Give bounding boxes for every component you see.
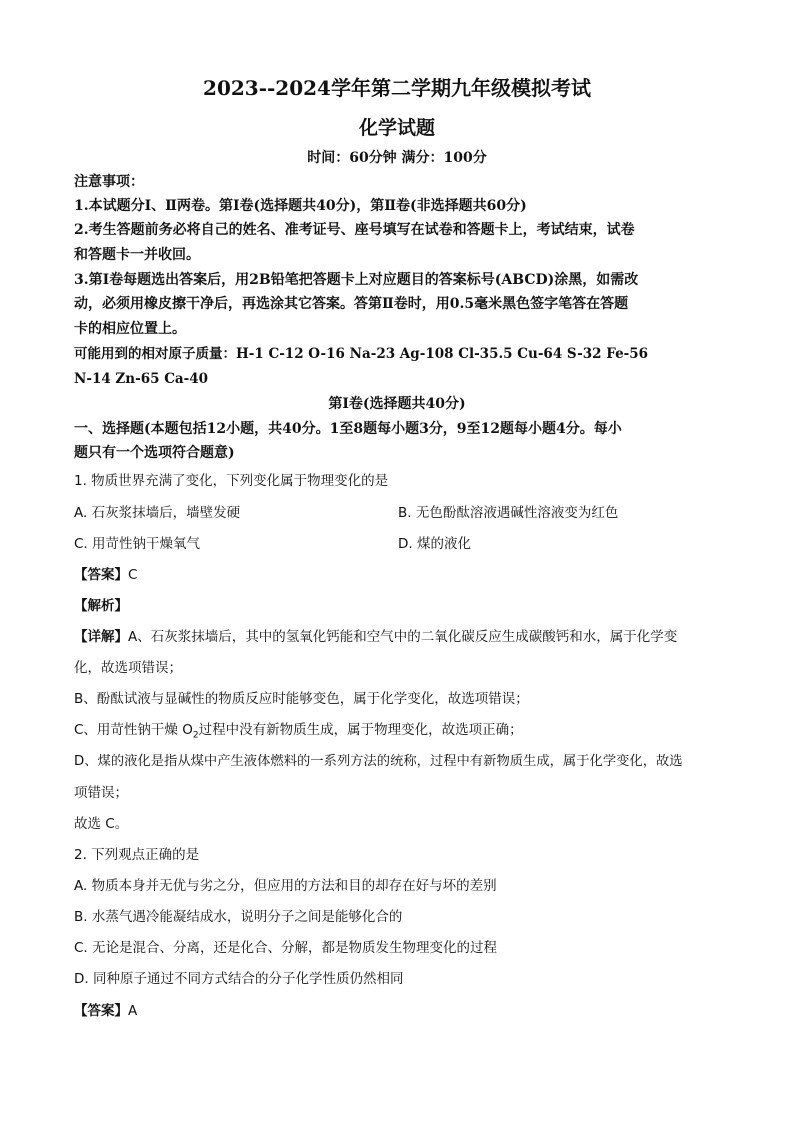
- subject-title: 化学试题: [358, 117, 435, 139]
- q1-analysis-tag: [74, 596, 724, 616]
- notice-item-3-line-3: 卡的相应位置上。: [74, 321, 186, 337]
- atomic-mass-line-2: N-14 Zn-65 Ca-40: [74, 371, 209, 387]
- q2-option-c: C. 无论是混合、分离，还是化合、分解，都是物质发生物理变化的过程: [74, 940, 498, 956]
- q1-option-d: D. 煤的液化: [398, 536, 471, 552]
- detail-c-post: 过程中没有新物质生成，属于物理变化，故选项正确；: [198, 722, 523, 738]
- q1-detail-line-2: 化，故选项错误；: [74, 660, 182, 676]
- q1-detail-b: B、酚酞试液与显碱性的物质反应时能够变色，属于化学变化，故选项错误；: [74, 691, 529, 707]
- notice-item-3-line-1: 3.第Ⅰ卷每题选出答案后，用2B铅笔把答题卡上对应题目的答案标号(ABCD)涂黑，如需改: [74, 272, 639, 288]
- section-1-intro-line-1: 一、选择题(本题包括12小题，共40分。1至8题每小题3分，9至12题每小题4分。每小: [74, 421, 622, 437]
- answer-tag: 【答案】: [74, 567, 128, 583]
- detail-tag: 【详解】: [74, 629, 128, 645]
- answer-value: A: [128, 1003, 138, 1019]
- q1-detail-c: [74, 720, 724, 746]
- q1-detail-line-1: [74, 627, 724, 647]
- answer-tag: 【答案】: [74, 1003, 128, 1019]
- notice-item-3-line-2: 动，必须用橡皮擦干净后，再选涂其它答案。答第Ⅱ卷时，用0.5毫米黑色签字笔答在答题: [74, 296, 629, 312]
- answer-value: C: [128, 567, 138, 583]
- notice-item-1: 1.本试题分Ⅰ、Ⅱ两卷。第Ⅰ卷(选择题共40分)，第Ⅱ卷(非选择题共60分): [74, 198, 527, 214]
- q1-option-c: C. 用苛性钠干燥氧气: [74, 536, 201, 552]
- q1-option-b: B. 无色酚酞溶液遇碱性溶液变为红色: [398, 505, 619, 521]
- q1-option-a: A. 石灰浆抹墙后，墙壁发硬: [74, 505, 241, 521]
- q1-answer: [74, 565, 724, 585]
- section-1-heading: 第Ⅰ卷(选择题共40分): [328, 396, 466, 412]
- section-1-intro-line-2: 题只有一个选项符合题意): [74, 445, 235, 461]
- detail-text: A、石灰浆抹墙后，其中的氢氧化钙能和空气中的二氧化碳反应生成碳酸钙和水，属于化学变: [128, 629, 678, 645]
- q2-answer: [74, 1001, 724, 1021]
- q1-detail-d-line-2: 项错误；: [74, 785, 128, 801]
- atomic-mass-line-1: 可能用到的相对原子质量：H-1 C-12 O-16 Na-23 Ag-108 Cl-35.5 Cu-64 S-32 Fe-56: [74, 346, 649, 362]
- notice-item-2-line-2: 和答题卡一并收回。: [74, 247, 200, 263]
- detail-c-sub: 2: [192, 730, 199, 741]
- exam-title: 2023--2024学年第二学期九年级模拟考试: [203, 76, 591, 100]
- notice-item-2-line-1: 2.考生答题前务必将自己的姓名、准考证号、座号填写在试卷和答题卡上，考试结束，试卷: [74, 222, 635, 238]
- time-info: 时间：60分钟 满分：100分: [307, 150, 487, 166]
- q1-conclusion: 故选 C。: [74, 816, 129, 832]
- q2-option-a: A. 物质本身并无优与劣之分，但应用的方法和目的却存在好与坏的差别: [74, 878, 497, 894]
- detail-c-pre: C、用苛性钠干燥 O: [74, 722, 193, 738]
- q2-option-b: B. 水蒸气遇冷能凝结成水，说明分子之间是能够化合的: [74, 909, 403, 925]
- q2-option-d: D. 同种原子通过不同方式结合的分子化学性质仍然相同: [74, 971, 404, 987]
- analysis-tag: 【解析】: [74, 598, 128, 614]
- q2-stem: 2. 下列观点正确的是: [74, 847, 200, 863]
- notice-heading: 注意事项：: [74, 174, 144, 190]
- q1-detail-d-line-1: D、煤的液化是指从煤中产生液体燃料的一系列方法的统称，过程中有新物质生成，属于化学变化，故选: [74, 754, 683, 769]
- q1-stem: 1. 物质世界充满了变化，下列变化属于物理变化的是: [74, 473, 389, 489]
